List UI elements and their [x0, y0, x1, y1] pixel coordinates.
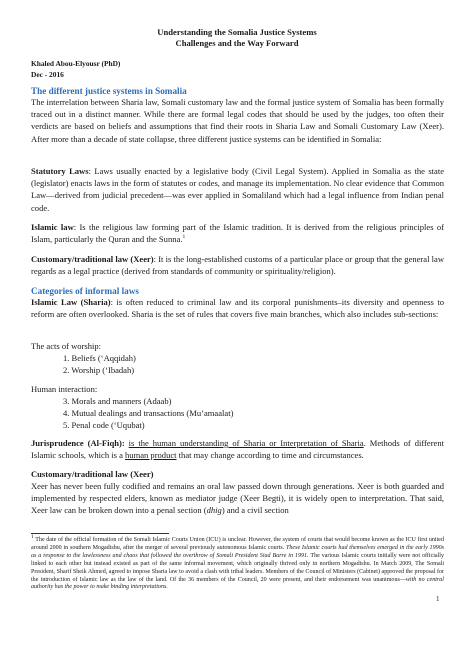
jurisprudence-text-end: that may change according to time and circumstances. [178, 450, 364, 461]
footnote-italic-ending: with no central authority has the power to make binding interpretations. [31, 576, 444, 591]
jurisprudence-definition: is the human understanding of Sharia or Interpretation of Sharia [128, 438, 364, 448]
intro-paragraph: The interrelation between Sharia law, Somali customary law and the formal justice system of Somalia has been formally traced out in a distinct manner. While there are formal legal codes that should be used by the judges, too often their verdicts are based on beliefs and assumptions that find their roots in Sharia Law and Somali Customary Law (Xeer). After more than a decade of state collapse, three different justice systems can be identified in Somalia: [31, 97, 444, 144]
worship-list [63, 352, 136, 376]
list-item: 2. Worship (‘Ibadah) [63, 365, 135, 376]
islamic-law-term: Islamic law [31, 222, 74, 232]
worship-label: The acts of worship: [31, 341, 102, 351]
xeer-text: Xeer has never been fully codified and remains an oral law passed down through generations. Xeer is both guarded and implemented by respected elders, known as mediator judge (Xeer Begti), it is widely open to interpretation. That said, Xeer law can be broken down into a penal section ( [31, 481, 444, 516]
islamic-law-text: : Is the religious law forming part of the Islamic tradition. It is derived from the religious principles of Islam, particularly the Quran and the Sunna. [31, 222, 444, 245]
document-title: Understanding the Somalia Justice Systems [157, 27, 317, 37]
section-heading-justice-systems: The different justice systems in Somalia [31, 86, 187, 96]
islamic-law-paragraph [31, 221, 444, 245]
footnote [31, 534, 444, 592]
page-number: 1 [436, 595, 440, 603]
list-item: 1. Beliefs (‘Aqqidah) [63, 353, 136, 363]
document-date: Dec - 2016 [31, 70, 64, 79]
xeer-text-end: ) and a civil section [221, 505, 289, 516]
human-interaction-label: Human interaction: [31, 384, 98, 394]
footnote-mark: 1 [31, 534, 34, 540]
sharia-paragraph [31, 296, 444, 320]
jurisprudence-text: . Methods of different Islamic schools, which is a [31, 438, 444, 461]
sharia-text: : is often reduced to criminal law and its corporal punishments–its diversity and openness to reform are often overlooked. Sharia is the set of rules that covers five main branches, which also includes sub-sections: [31, 297, 444, 320]
customary-law-term: Customary/traditional law (Xeer) [31, 254, 154, 264]
customary-law-text: : It is the long-established customs of a particular place or group that the general law regards as a legal practice (derived from standards of community or spirituality/religion). [31, 254, 444, 277]
customary-law-paragraph [31, 253, 444, 277]
list-item: 5. Penal code (‘Uqubat) [63, 420, 145, 431]
footnote-text: The date of the official formation of the Somali Islamic Courts Union (ICU) is unclear. However, the system of courts that would become known as the ICU first united around 2000 in southern Mogadishu, after the merger of several previously autonomous Islamic courts. [31, 537, 444, 551]
statutory-laws-paragraph [31, 165, 444, 214]
list-item: 3. Morals and manners (Adaab) [63, 396, 172, 406]
section-heading-informal-laws: Categories of informal laws [31, 286, 139, 296]
customary-law-subheading: Customary/traditional law (Xeer) [31, 469, 154, 479]
author-name: Khaled Abou-Elyousr (PhD) [31, 59, 121, 68]
footnote-text-continued: The various Islamic courts initially were not officially linked to each other but instead existed as part of the same informal movement, which originally thrived only in northern Mogadishu. In March 2009, The Somali President, Sharif Sheik Ahmed, agreed to impose Sharia law to avoid a clash with tribal leaders. Members of the Council of Ministers (Cabinet) approved the proposal for the introduction of Islamic law as the law of the land. Of the 36 members of the Council, 20 were present, and their endorsement was unanimous— [31, 552, 444, 583]
human-product-phrase: human product [125, 450, 177, 461]
jurisprudence-paragraph [31, 437, 444, 461]
jurisprudence-term: Jurisprudence (Al-Fiqh): [31, 438, 125, 448]
sharia-term: Islamic Law (Sharia) [31, 297, 111, 307]
list-item: 4. Mutual dealings and transactions (Mu’amaalat) [63, 408, 234, 419]
statutory-laws-term: Statutory Laws [31, 166, 89, 176]
footnote-divider [31, 533, 169, 534]
dhig-term: dhig [206, 505, 222, 516]
statutory-laws-text: : Laws usually enacted by a legislative body (Civil Legal System). Applied in Somalia as the state (legislator) enacts laws in the form of statutes or codes, and manage its implementation. No clear evidence that Common Law—derived from judicial precedent—was ever applied in Somaliland which had a legal influence from Indian penal code. [31, 166, 444, 213]
xeer-paragraph [31, 480, 444, 517]
human-interaction-list [63, 395, 233, 432]
footnote-reference[interactable]: 1 [182, 234, 186, 241]
document-subtitle: Challenges and the Way Forward [175, 38, 299, 48]
footnote-italic-text: These Islamic courts had themselves emerged in the early 1990s as a response to the lawlessness and chaos that followed the overthrow of Somali President Siad Barre in 1991. [31, 544, 444, 559]
